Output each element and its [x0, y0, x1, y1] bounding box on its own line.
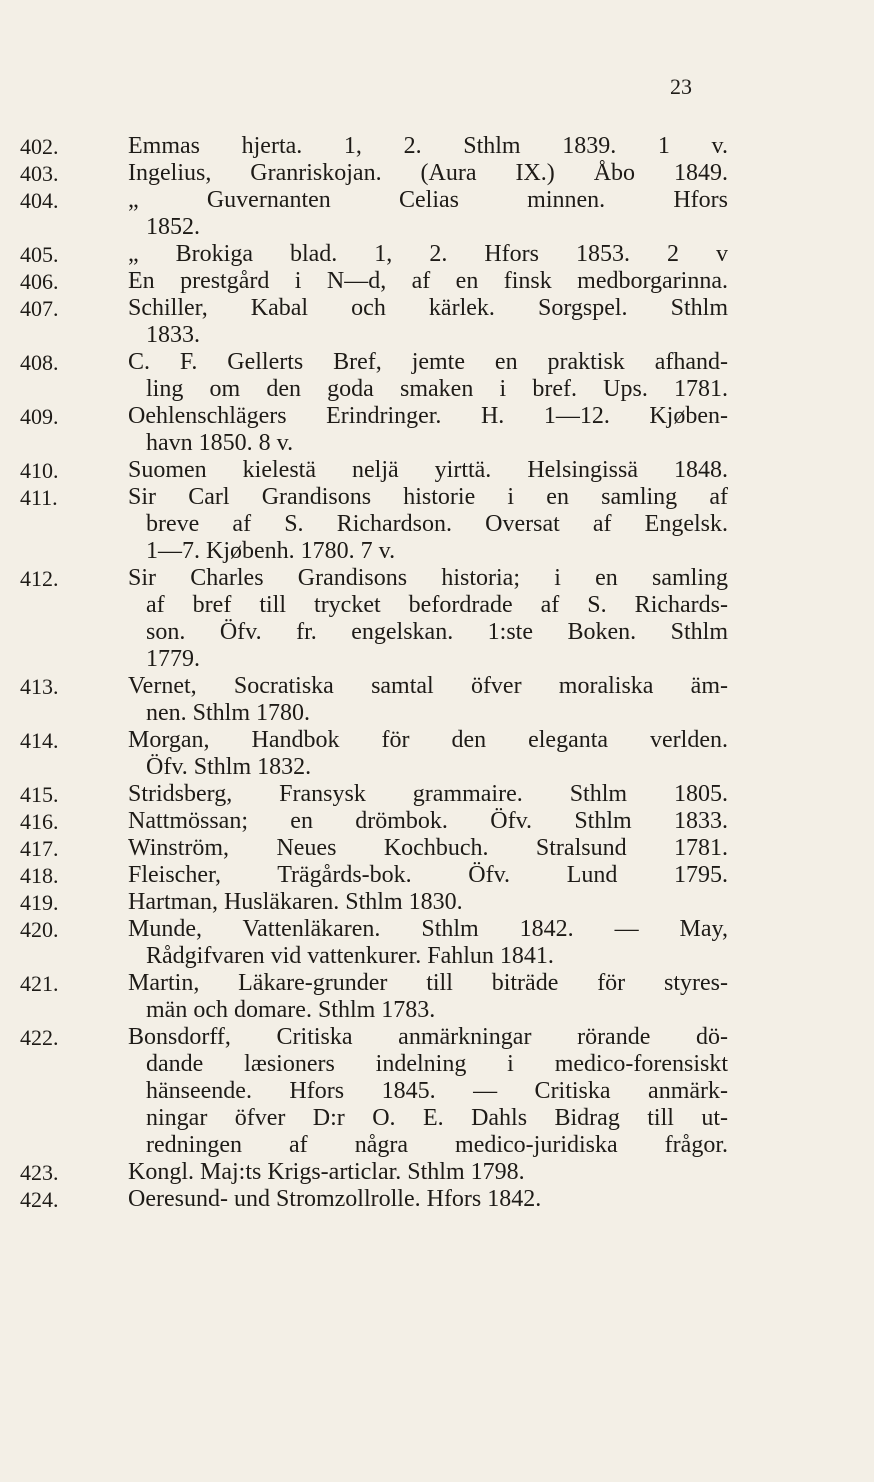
- entry-text-line: hänseende. Hfors 1845. — Critiska anmärk-: [146, 1078, 728, 1104]
- entry-text-line: Stridsberg, Fransysk grammaire. Sthlm 1805.: [128, 781, 728, 807]
- entry-text-line: Vernet, Socratiska samtal öfver moraliska äm-: [128, 673, 728, 699]
- catalog-entry: [0, 403, 874, 457]
- catalog-entry: [0, 808, 874, 835]
- catalog-entry: [0, 889, 874, 916]
- entry-number: 412.: [20, 566, 59, 591]
- entry-number: 423.: [20, 1160, 59, 1185]
- entry-text-line: breve af S. Richardson. Oversat af Engelsk.: [146, 511, 728, 537]
- entry-text-line: Kongl. Maj:ts Krigs-articlar. Sthlm 1798.: [128, 1159, 525, 1185]
- catalog-entry: [0, 241, 874, 268]
- entry-text-line: En prestgård i N—d, af en finsk medborgarinna.: [128, 268, 728, 294]
- entry-text-line: 1—7. Kjøbenh. 1780. 7 v.: [146, 538, 396, 564]
- catalog-entry: [0, 1024, 874, 1159]
- entry-text-line: af bref till trycket befordrade af S. Richards-: [146, 592, 728, 618]
- entry-text-line: Ingelius, Granriskojan. (Aura IX.) Åbo 1849.: [128, 160, 728, 186]
- catalog-entry: [0, 781, 874, 808]
- entry-text-line: havn 1850. 8 v.: [146, 430, 294, 456]
- entry-number: 408.: [20, 350, 59, 375]
- entry-text-line: ningar öfver D:r O. E. Dahls Bidrag till ut-: [146, 1105, 728, 1131]
- catalog-entry: [0, 916, 874, 970]
- entry-number: 411.: [20, 485, 58, 510]
- entry-number: 403.: [20, 161, 59, 186]
- entry-text-line: Hartman, Husläkaren. Sthlm 1830.: [128, 889, 463, 915]
- entry-text-line: C. F. Gellerts Bref, jemte en praktisk afhand-: [128, 349, 728, 375]
- catalog-entry: [0, 1159, 874, 1186]
- catalog-entry: [0, 484, 874, 565]
- entry-text-line: nen. Sthlm 1780.: [146, 700, 311, 726]
- entry-text-line: Martin, Läkare-grunder till biträde för styres-: [128, 970, 728, 996]
- entry-text-line: Morgan, Handbok för den eleganta verlden.: [128, 727, 728, 753]
- entry-text-line: Oeresund- und Stromzollrolle. Hfors 1842.: [128, 1186, 542, 1212]
- entry-text-line: 1833.: [146, 322, 200, 348]
- entry-text-line: 1779.: [146, 646, 200, 672]
- catalog-entry: [0, 862, 874, 889]
- catalog-entry: [0, 268, 874, 295]
- entry-text-line: Winström, Neues Kochbuch. Stralsund 1781.: [128, 835, 728, 861]
- catalog-entry: [0, 349, 874, 403]
- entry-number: 407.: [20, 296, 59, 321]
- catalog-entry: [0, 565, 874, 673]
- entry-number: 424.: [20, 1187, 59, 1212]
- entry-text-line: 1852.: [146, 214, 200, 240]
- entry-number: 406.: [20, 269, 59, 294]
- catalog-entry: [0, 970, 874, 1024]
- entry-number: 405.: [20, 242, 59, 267]
- entry-text-line: son. Öfv. fr. engelskan. 1:ste Boken. Sthlm: [146, 619, 728, 645]
- catalog-entry: [0, 133, 874, 160]
- entry-number: 416.: [20, 809, 59, 834]
- entry-number: 421.: [20, 971, 59, 996]
- catalog-entry: [0, 160, 874, 187]
- catalog-entry: [0, 187, 874, 241]
- entry-text-line: Schiller, Kabal och kärlek. Sorgspel. Sthlm: [128, 295, 728, 321]
- entry-number: 418.: [20, 863, 59, 888]
- entry-text-line: Oehlenschlägers Erindringer. H. 1—12. Kjøben-: [128, 403, 728, 429]
- entry-text-line: redningen af några medico-juridiska frågor.: [146, 1132, 728, 1158]
- entry-number: 414.: [20, 728, 59, 753]
- catalog-entry: [0, 457, 874, 484]
- entry-number: 409.: [20, 404, 59, 429]
- entry-text-line: Öfv. Sthlm 1832.: [146, 754, 312, 780]
- entry-text-line: Fleischer, Trägårds-bok. Öfv. Lund 1795.: [128, 862, 728, 888]
- entry-number: 413.: [20, 674, 59, 699]
- entry-text-line: Munde, Vattenläkaren. Sthlm 1842. — May,: [128, 916, 728, 942]
- entry-number: 422.: [20, 1025, 59, 1050]
- entry-text-line: Bonsdorff, Critiska anmärkningar rörande dö-: [128, 1024, 728, 1050]
- catalog-entry: [0, 295, 874, 349]
- page-number: 23: [670, 74, 692, 99]
- entry-text-line: ling om den goda smaken i bref. Ups. 1781.: [146, 376, 728, 402]
- entry-text-line: män och domare. Sthlm 1783.: [146, 997, 436, 1023]
- catalog-entry: [0, 1186, 874, 1213]
- entry-text-line: „ Brokiga blad. 1, 2. Hfors 1853. 2 v: [128, 241, 728, 267]
- entry-text-line: Nattmössan; en drömbok. Öfv. Sthlm 1833.: [128, 808, 728, 834]
- entry-number: 419.: [20, 890, 59, 915]
- entry-text-line: „ Guvernanten Celias minnen. Hfors: [128, 187, 728, 213]
- entry-number: 420.: [20, 917, 59, 942]
- catalog-entry: [0, 673, 874, 727]
- entry-text-line: Suomen kielestä neljä yirttä. Helsingissä 1848.: [128, 457, 728, 483]
- entry-list: [0, 133, 874, 1213]
- entry-number: 417.: [20, 836, 59, 861]
- entry-number: 404.: [20, 188, 59, 213]
- entry-number: 402.: [20, 134, 59, 159]
- entry-number: 410.: [20, 458, 59, 483]
- catalog-entry: [0, 727, 874, 781]
- entry-number: 415.: [20, 782, 59, 807]
- catalog-entry: [0, 835, 874, 862]
- entry-text-line: dande læsioners indelning i medico-forensiskt: [146, 1051, 728, 1077]
- entry-text-line: Sir Carl Grandisons historie i en samling af: [128, 484, 728, 510]
- entry-text-line: Rådgifvaren vid vattenkurer. Fahlun 1841.: [146, 943, 554, 969]
- entry-text-line: Sir Charles Grandisons historia; i en samling: [128, 565, 728, 591]
- entry-text-line: Emmas hjerta. 1, 2. Sthlm 1839. 1 v.: [128, 133, 728, 159]
